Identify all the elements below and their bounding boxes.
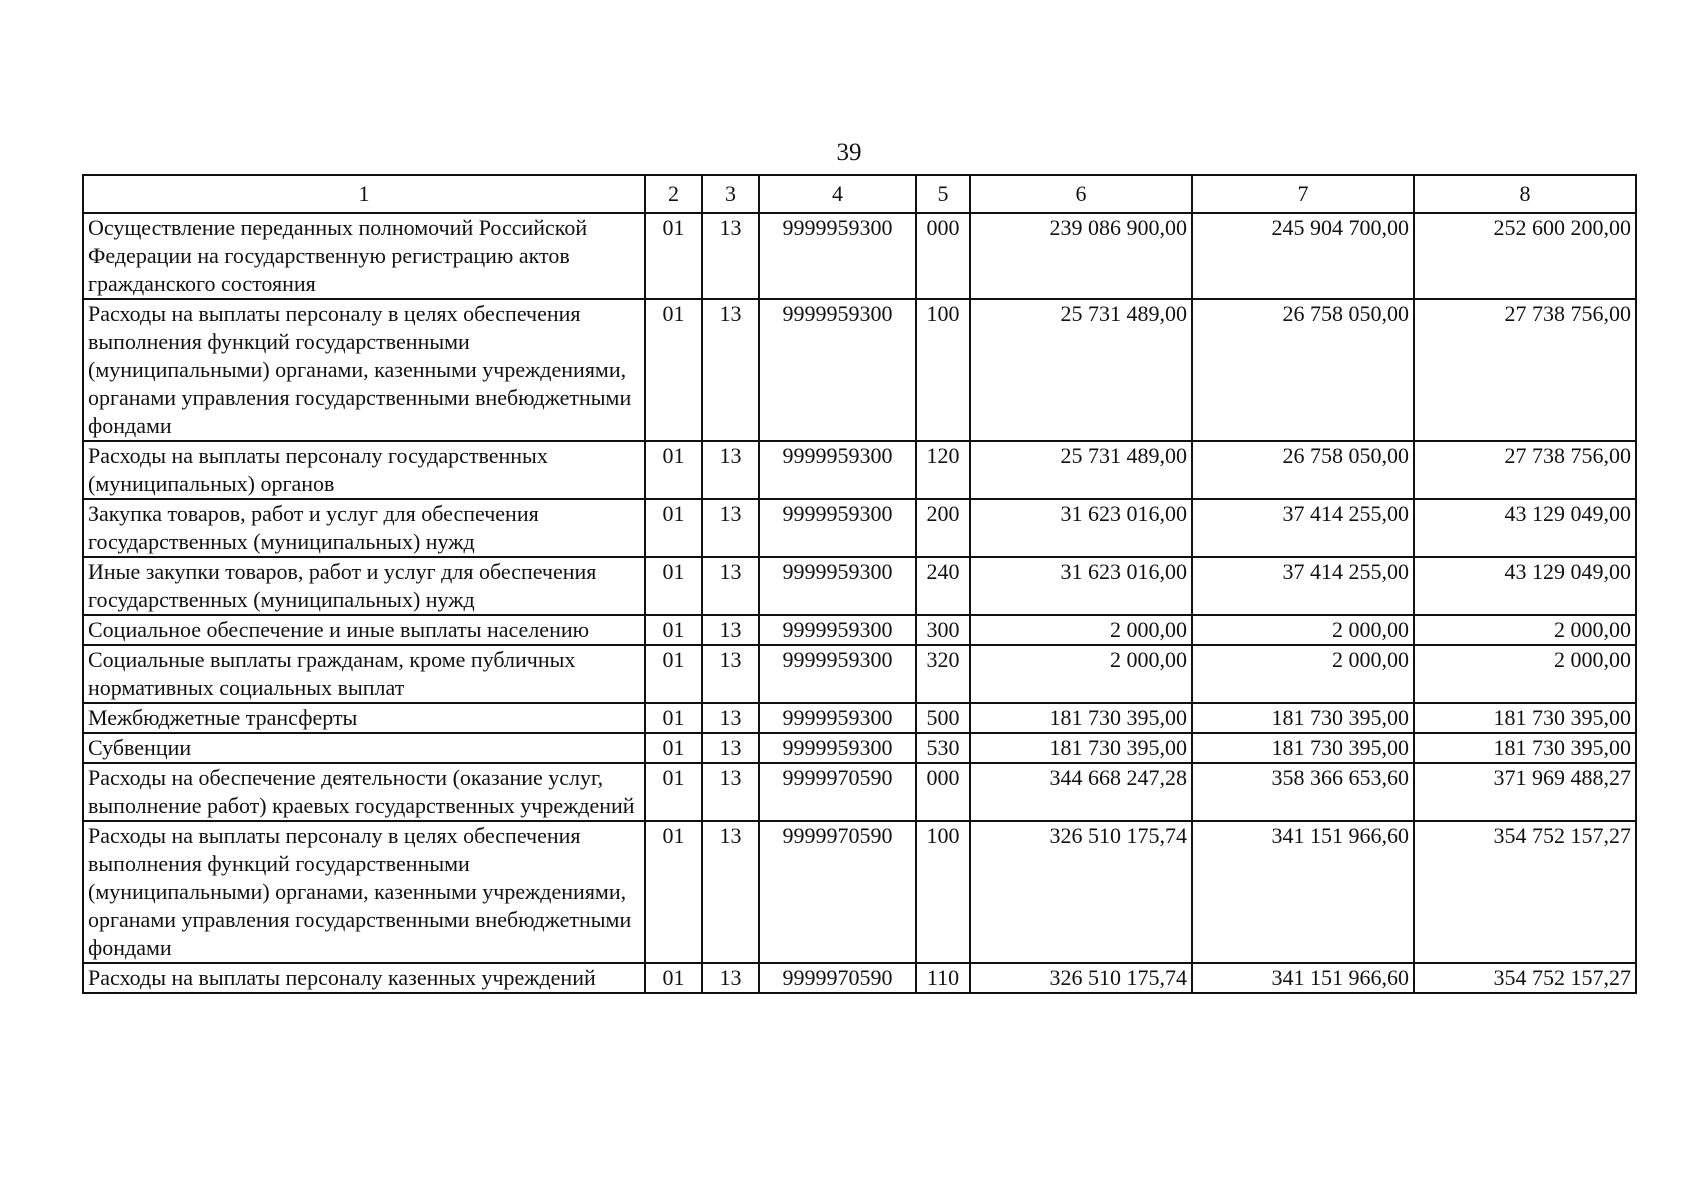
amount-col6: 2 000,00: [970, 615, 1192, 645]
amount-col8: 354 752 157,27: [1414, 821, 1636, 963]
target-article-code: 9999959300: [759, 499, 916, 557]
amount-col6: 31 623 016,00: [970, 499, 1192, 557]
amount-col8: 43 129 049,00: [1414, 557, 1636, 615]
header-row: [83, 175, 1636, 213]
subsection-code: 13: [702, 557, 759, 615]
amount-col6: 181 730 395,00: [970, 703, 1192, 733]
table-row: [83, 213, 1636, 299]
table-row: [83, 557, 1636, 615]
table-row: [83, 645, 1636, 703]
column-header: 2: [645, 175, 702, 213]
column-header: 7: [1192, 175, 1414, 213]
subsection-code: 13: [702, 703, 759, 733]
target-article-code: 9999959300: [759, 703, 916, 733]
table-row: [83, 299, 1636, 441]
expense-name: Расходы на обеспечение деятельности (оказание услуг, выполнение работ) краевых государственных учреждений: [83, 763, 645, 821]
column-header: 4: [759, 175, 916, 213]
amount-col6: 31 623 016,00: [970, 557, 1192, 615]
expense-type-code: 240: [916, 557, 970, 615]
expense-type-code: 320: [916, 645, 970, 703]
table-row: [83, 963, 1636, 993]
target-article-code: 9999970590: [759, 821, 916, 963]
subsection-code: 13: [702, 213, 759, 299]
expense-type-code: 300: [916, 615, 970, 645]
amount-col8: 2 000,00: [1414, 615, 1636, 645]
expense-name: Расходы на выплаты персоналу государственных (муниципальных) органов: [83, 441, 645, 499]
amount-col8: 2 000,00: [1414, 645, 1636, 703]
section-code: 01: [645, 499, 702, 557]
expense-name: Социальное обеспечение и иные выплаты населению: [83, 615, 645, 645]
expense-name: Закупка товаров, работ и услуг для обеспечения государственных (муниципальных) нужд: [83, 499, 645, 557]
amount-col6: 25 731 489,00: [970, 441, 1192, 499]
expense-type-code: 110: [916, 963, 970, 993]
target-article-code: 9999959300: [759, 213, 916, 299]
amount-col7: 2 000,00: [1192, 645, 1414, 703]
amount-col8: 27 738 756,00: [1414, 299, 1636, 441]
amount-col7: 181 730 395,00: [1192, 703, 1414, 733]
target-article-code: 9999970590: [759, 963, 916, 993]
expense-name: Расходы на выплаты персоналу в целях обеспечения выполнения функций государственными (муниципальными) органами, казенными учреждениями, органами управления государственными внебюджетными фондами: [83, 821, 645, 963]
expense-name: Осуществление переданных полномочий Российской Федерации на государственную регистрацию актов гражданского состояния: [83, 213, 645, 299]
amount-col6: 326 510 175,74: [970, 963, 1192, 993]
target-article-code: 9999970590: [759, 763, 916, 821]
amount-col8: 43 129 049,00: [1414, 499, 1636, 557]
section-code: 01: [645, 821, 702, 963]
target-article-code: 9999959300: [759, 645, 916, 703]
column-header: 5: [916, 175, 970, 213]
amount-col6: 181 730 395,00: [970, 733, 1192, 763]
expense-name: Социальные выплаты гражданам, кроме публичных нормативных социальных выплат: [83, 645, 645, 703]
amount-col8: 354 752 157,27: [1414, 963, 1636, 993]
amount-col8: 181 730 395,00: [1414, 733, 1636, 763]
table-row: [83, 615, 1636, 645]
section-code: 01: [645, 299, 702, 441]
subsection-code: 13: [702, 821, 759, 963]
table-row: [83, 499, 1636, 557]
expense-type-code: 200: [916, 499, 970, 557]
amount-col8: 371 969 488,27: [1414, 763, 1636, 821]
expense-type-code: 000: [916, 763, 970, 821]
subsection-code: 13: [702, 963, 759, 993]
amount-col7: 26 758 050,00: [1192, 299, 1414, 441]
amount-col7: 181 730 395,00: [1192, 733, 1414, 763]
amount-col7: 358 366 653,60: [1192, 763, 1414, 821]
subsection-code: 13: [702, 733, 759, 763]
amount-col6: 239 086 900,00: [970, 213, 1192, 299]
subsection-code: 13: [702, 763, 759, 821]
subsection-code: 13: [702, 645, 759, 703]
table-row: [83, 703, 1636, 733]
expense-type-code: 100: [916, 821, 970, 963]
amount-col8: 27 738 756,00: [1414, 441, 1636, 499]
amount-col7: 26 758 050,00: [1192, 441, 1414, 499]
budget-table: [82, 174, 1637, 994]
table-row: [83, 763, 1636, 821]
column-header: 1: [83, 175, 645, 213]
section-code: 01: [645, 763, 702, 821]
subsection-code: 13: [702, 299, 759, 441]
section-code: 01: [645, 963, 702, 993]
section-code: 01: [645, 557, 702, 615]
column-header: 3: [702, 175, 759, 213]
expense-name: Расходы на выплаты персоналу в целях обеспечения выполнения функций государственными (муниципальными) органами, казенными учреждениями, органами управления государственными внебюджетными фондами: [83, 299, 645, 441]
column-header: 8: [1414, 175, 1636, 213]
column-header: 6: [970, 175, 1192, 213]
amount-col6: 25 731 489,00: [970, 299, 1192, 441]
target-article-code: 9999959300: [759, 557, 916, 615]
expense-name: Расходы на выплаты персоналу казенных учреждений: [83, 963, 645, 993]
expense-type-code: 000: [916, 213, 970, 299]
subsection-code: 13: [702, 615, 759, 645]
section-code: 01: [645, 733, 702, 763]
amount-col7: 37 414 255,00: [1192, 557, 1414, 615]
amount-col7: 37 414 255,00: [1192, 499, 1414, 557]
amount-col7: 2 000,00: [1192, 615, 1414, 645]
expense-type-code: 530: [916, 733, 970, 763]
amount-col7: 341 151 966,60: [1192, 963, 1414, 993]
section-code: 01: [645, 213, 702, 299]
target-article-code: 9999959300: [759, 441, 916, 499]
amount-col6: 2 000,00: [970, 645, 1192, 703]
expense-name: Субвенции: [83, 733, 645, 763]
expense-name: Межбюджетные трансферты: [83, 703, 645, 733]
section-code: 01: [645, 645, 702, 703]
amount-col6: 326 510 175,74: [970, 821, 1192, 963]
amount-col7: 245 904 700,00: [1192, 213, 1414, 299]
expense-type-code: 100: [916, 299, 970, 441]
section-code: 01: [645, 441, 702, 499]
subsection-code: 13: [702, 441, 759, 499]
expense-type-code: 120: [916, 441, 970, 499]
table-row: [83, 441, 1636, 499]
target-article-code: 9999959300: [759, 733, 916, 763]
section-code: 01: [645, 615, 702, 645]
amount-col7: 341 151 966,60: [1192, 821, 1414, 963]
page-number: 39: [836, 139, 862, 166]
table-row: [83, 733, 1636, 763]
expense-type-code: 500: [916, 703, 970, 733]
amount-col8: 252 600 200,00: [1414, 213, 1636, 299]
target-article-code: 9999959300: [759, 615, 916, 645]
table-row: [83, 821, 1636, 963]
amount-col8: 181 730 395,00: [1414, 703, 1636, 733]
expense-name: Иные закупки товаров, работ и услуг для обеспечения государственных (муниципальных) нужд: [83, 557, 645, 615]
subsection-code: 13: [702, 499, 759, 557]
target-article-code: 9999959300: [759, 299, 916, 441]
section-code: 01: [645, 703, 702, 733]
amount-col6: 344 668 247,28: [970, 763, 1192, 821]
